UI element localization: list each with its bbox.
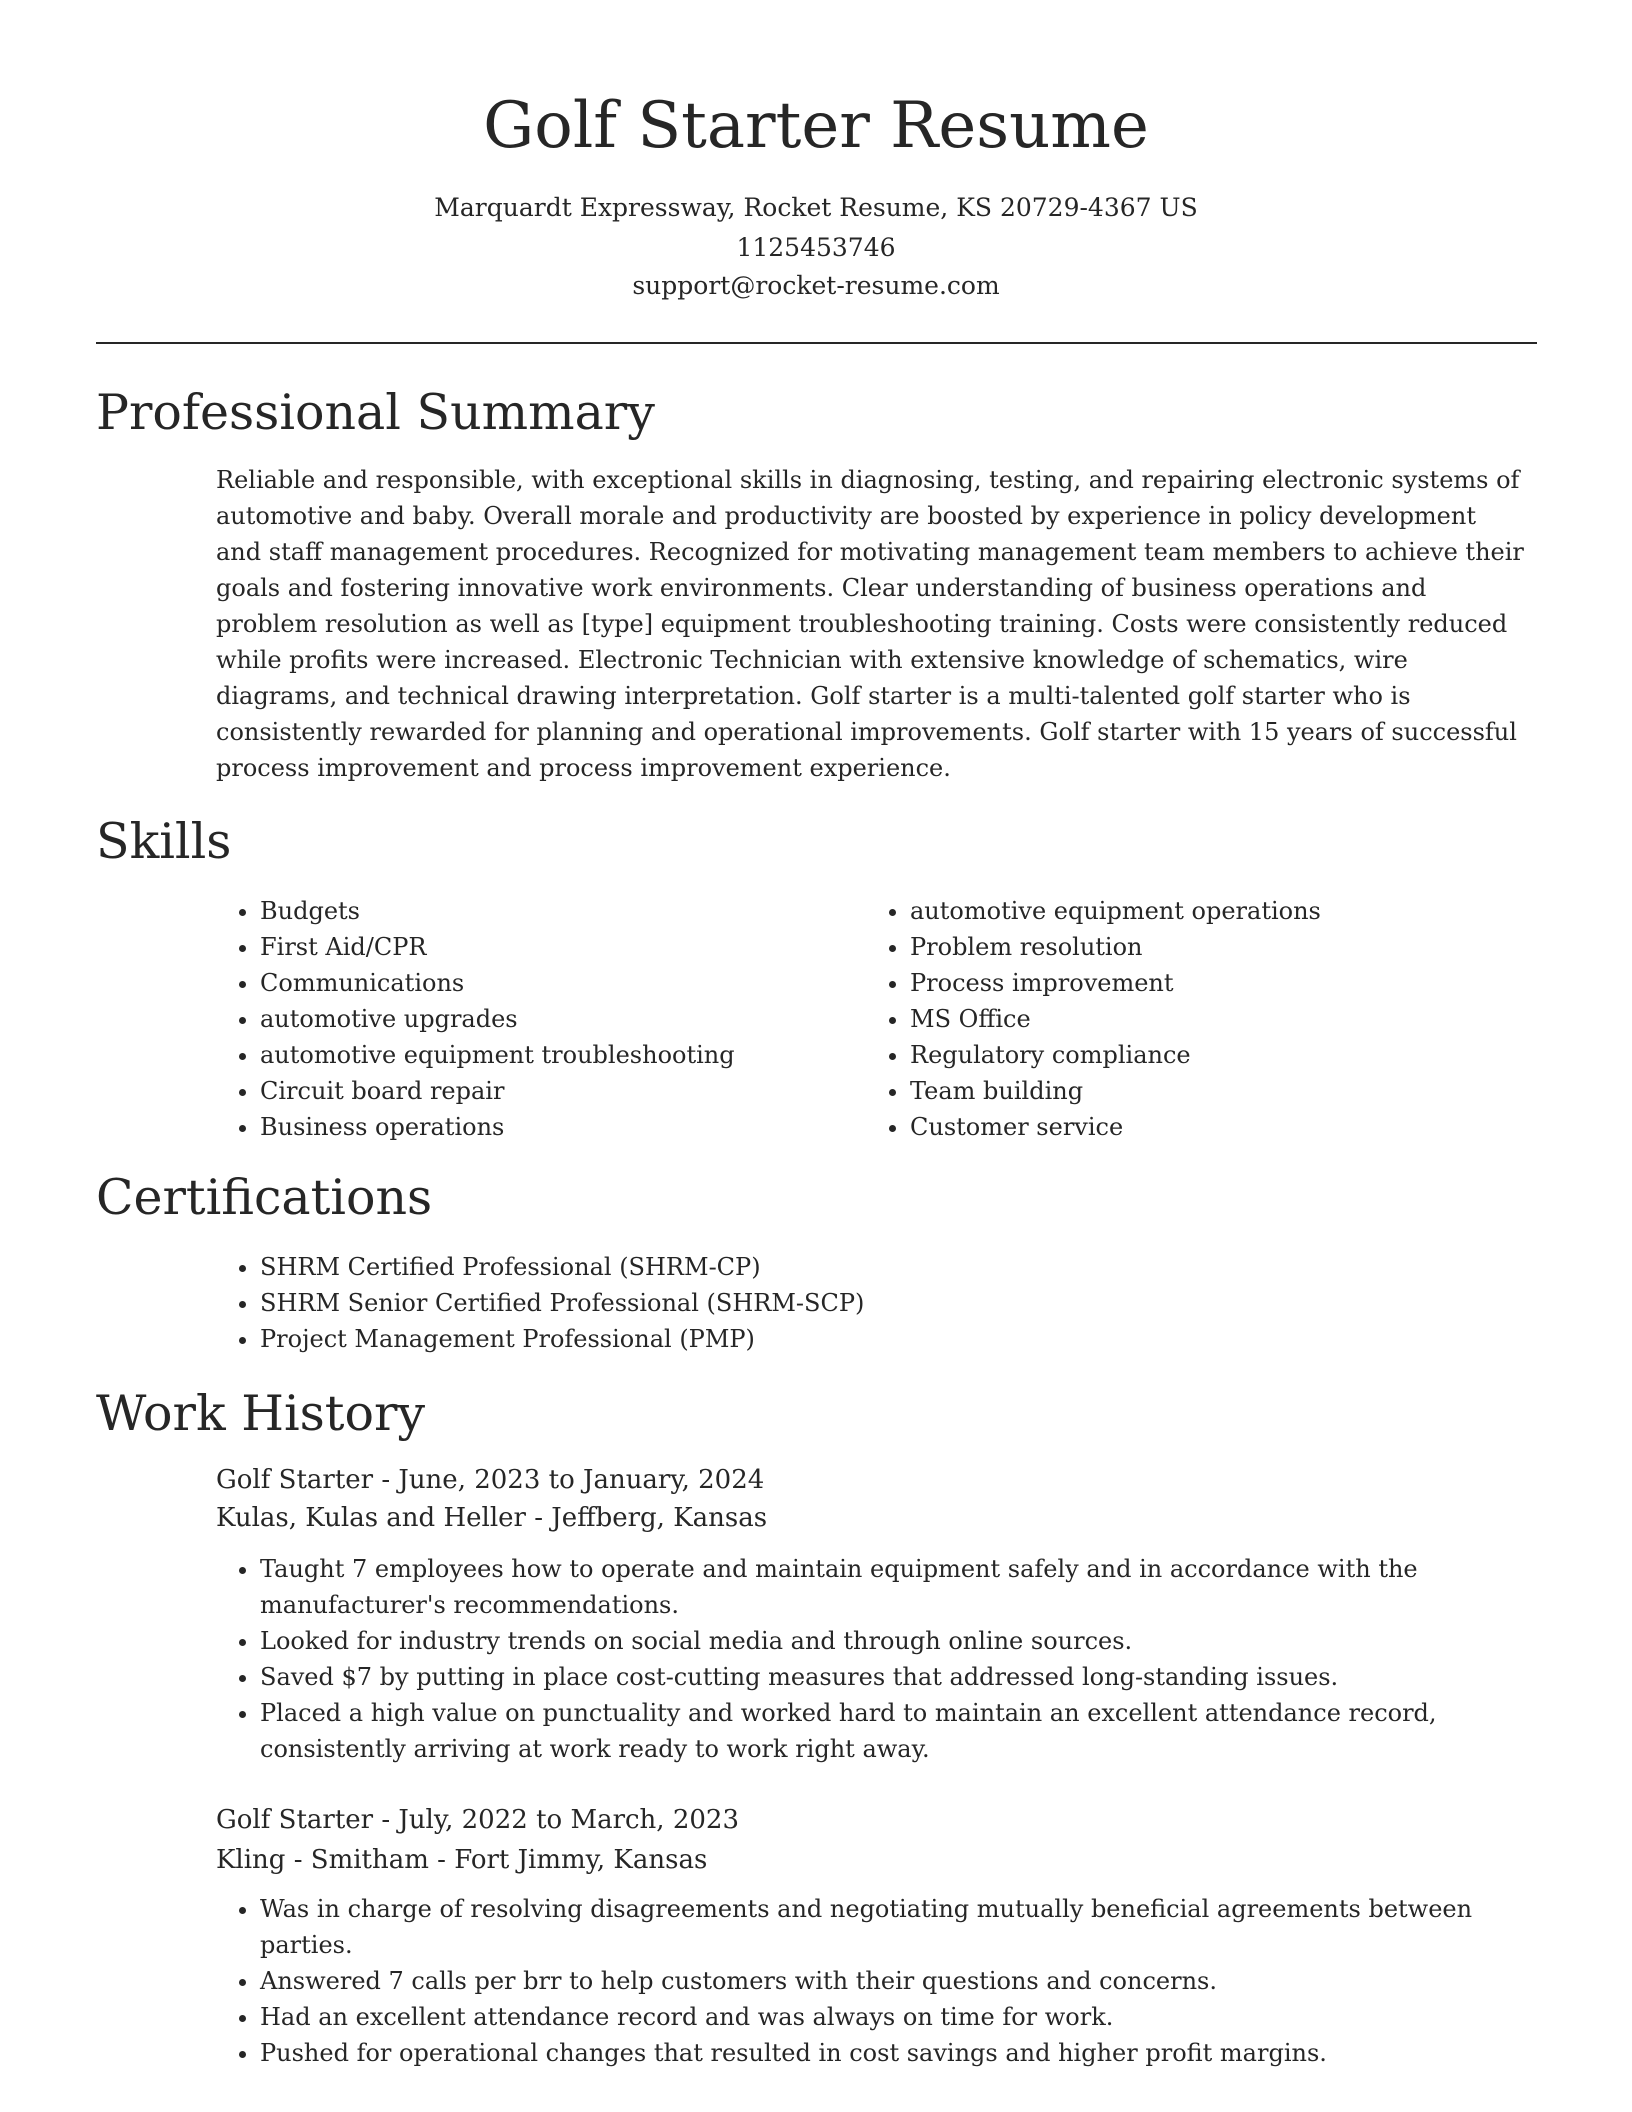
contact-email: support@rocket-resume.com	[632, 271, 1000, 300]
job-title-line: Golf Starter - June, 2023 to January, 2024	[216, 1465, 765, 1495]
list-item: • automotive equipment troubleshooting	[260, 1037, 820, 1073]
certifications-list	[216, 1249, 1460, 1357]
list-item: • Looked for industry trends on social media and through online sources.	[260, 1623, 1570, 1659]
list-item: • automotive upgrades	[260, 1001, 820, 1037]
list-item: • Saved $7 by putting in place cost-cutting measures that addressed long-standing issues.	[260, 1659, 1570, 1695]
summary-text: Reliable and responsible, with exceptional skills in diagnosing, testing, and repairing electronic systems of automotive and baby. Overall morale and productivity are boosted by experience in policy development and staff management procedures. Recognized for motivating management team members to achieve their goals and fostering innovative work environments. Clear understanding of business operations and problem resolution as well as [type] equipment troubleshooting training. Costs were consistently reduced while profits were increased. Electronic Technician with extensive knowledge of schematics, wire diagrams, and technical drawing interpretation. Golf starter is a multi-talented golf starter who is consistently rewarded for planning and operational improvements. Golf starter with 15 years of successful process improvement and process improvement experience.	[216, 466, 1524, 782]
contact-address: Marquardt Expressway, Rocket Resume, KS 20729-4367 US	[434, 193, 1198, 222]
list-item: • automotive equipment operations	[910, 893, 1550, 929]
list-item: • Process improvement	[910, 965, 1550, 1001]
list-item: • Customer service	[910, 1109, 1550, 1145]
job-company-line: Kulas, Kulas and Heller - Jeffberg, Kansas	[216, 1503, 768, 1533]
section-title-work-history: Work History	[96, 1385, 426, 1442]
contact-phone: 1125453746	[736, 233, 896, 262]
job-bullets	[216, 1891, 1570, 2071]
section-title-certifications: Certifications	[96, 1169, 433, 1226]
list-item: • MS Office	[910, 1001, 1550, 1037]
section-title-summary: Professional Summary	[96, 384, 655, 441]
header-divider	[96, 342, 1537, 344]
list-item: • Circuit board repair	[260, 1073, 820, 1109]
list-item: • Was in charge of resolving disagreements and negotiating mutually beneficial agreements between parties.	[260, 1891, 1570, 1963]
skills-list-right	[866, 893, 1550, 1145]
job-bullets	[216, 1551, 1570, 1767]
list-item: • SHRM Certified Professional (SHRM-CP)	[260, 1249, 1460, 1285]
list-item: • Business operations	[260, 1109, 820, 1145]
list-item: • Problem resolution	[910, 929, 1550, 965]
list-item: • Placed a high value on punctuality and worked hard to maintain an excellent attendance record, consistently arriving at work ready to work right away.	[260, 1695, 1570, 1767]
list-item: • Pushed for operational changes that resulted in cost savings and higher profit margins.	[260, 2035, 1570, 2071]
list-item: • Budgets	[260, 893, 820, 929]
list-item: • Had an excellent attendance record and was always on time for work.	[260, 1999, 1570, 2035]
list-item: • Communications	[260, 965, 820, 1001]
list-item: • Team building	[910, 1073, 1550, 1109]
resume-title: Golf Starter Resume	[483, 89, 1149, 163]
list-item: • First Aid/CPR	[260, 929, 820, 965]
skills-list-left	[216, 893, 820, 1145]
list-item: • Regulatory compliance	[910, 1037, 1550, 1073]
list-item: • Project Management Professional (PMP)	[260, 1321, 1460, 1357]
job-company-line: Kling - Smitham - Fort Jimmy, Kansas	[216, 1845, 708, 1875]
section-title-skills: Skills	[96, 813, 232, 870]
list-item: • Taught 7 employees how to operate and maintain equipment safely and in accordance with the manufacturer's recommendations.	[260, 1551, 1570, 1623]
list-item: • Answered 7 calls per brr to help customers with their questions and concerns.	[260, 1963, 1570, 1999]
job-title-line: Golf Starter - July, 2022 to March, 2023	[216, 1805, 739, 1835]
list-item: • SHRM Senior Certified Professional (SHRM-SCP)	[260, 1285, 1460, 1321]
